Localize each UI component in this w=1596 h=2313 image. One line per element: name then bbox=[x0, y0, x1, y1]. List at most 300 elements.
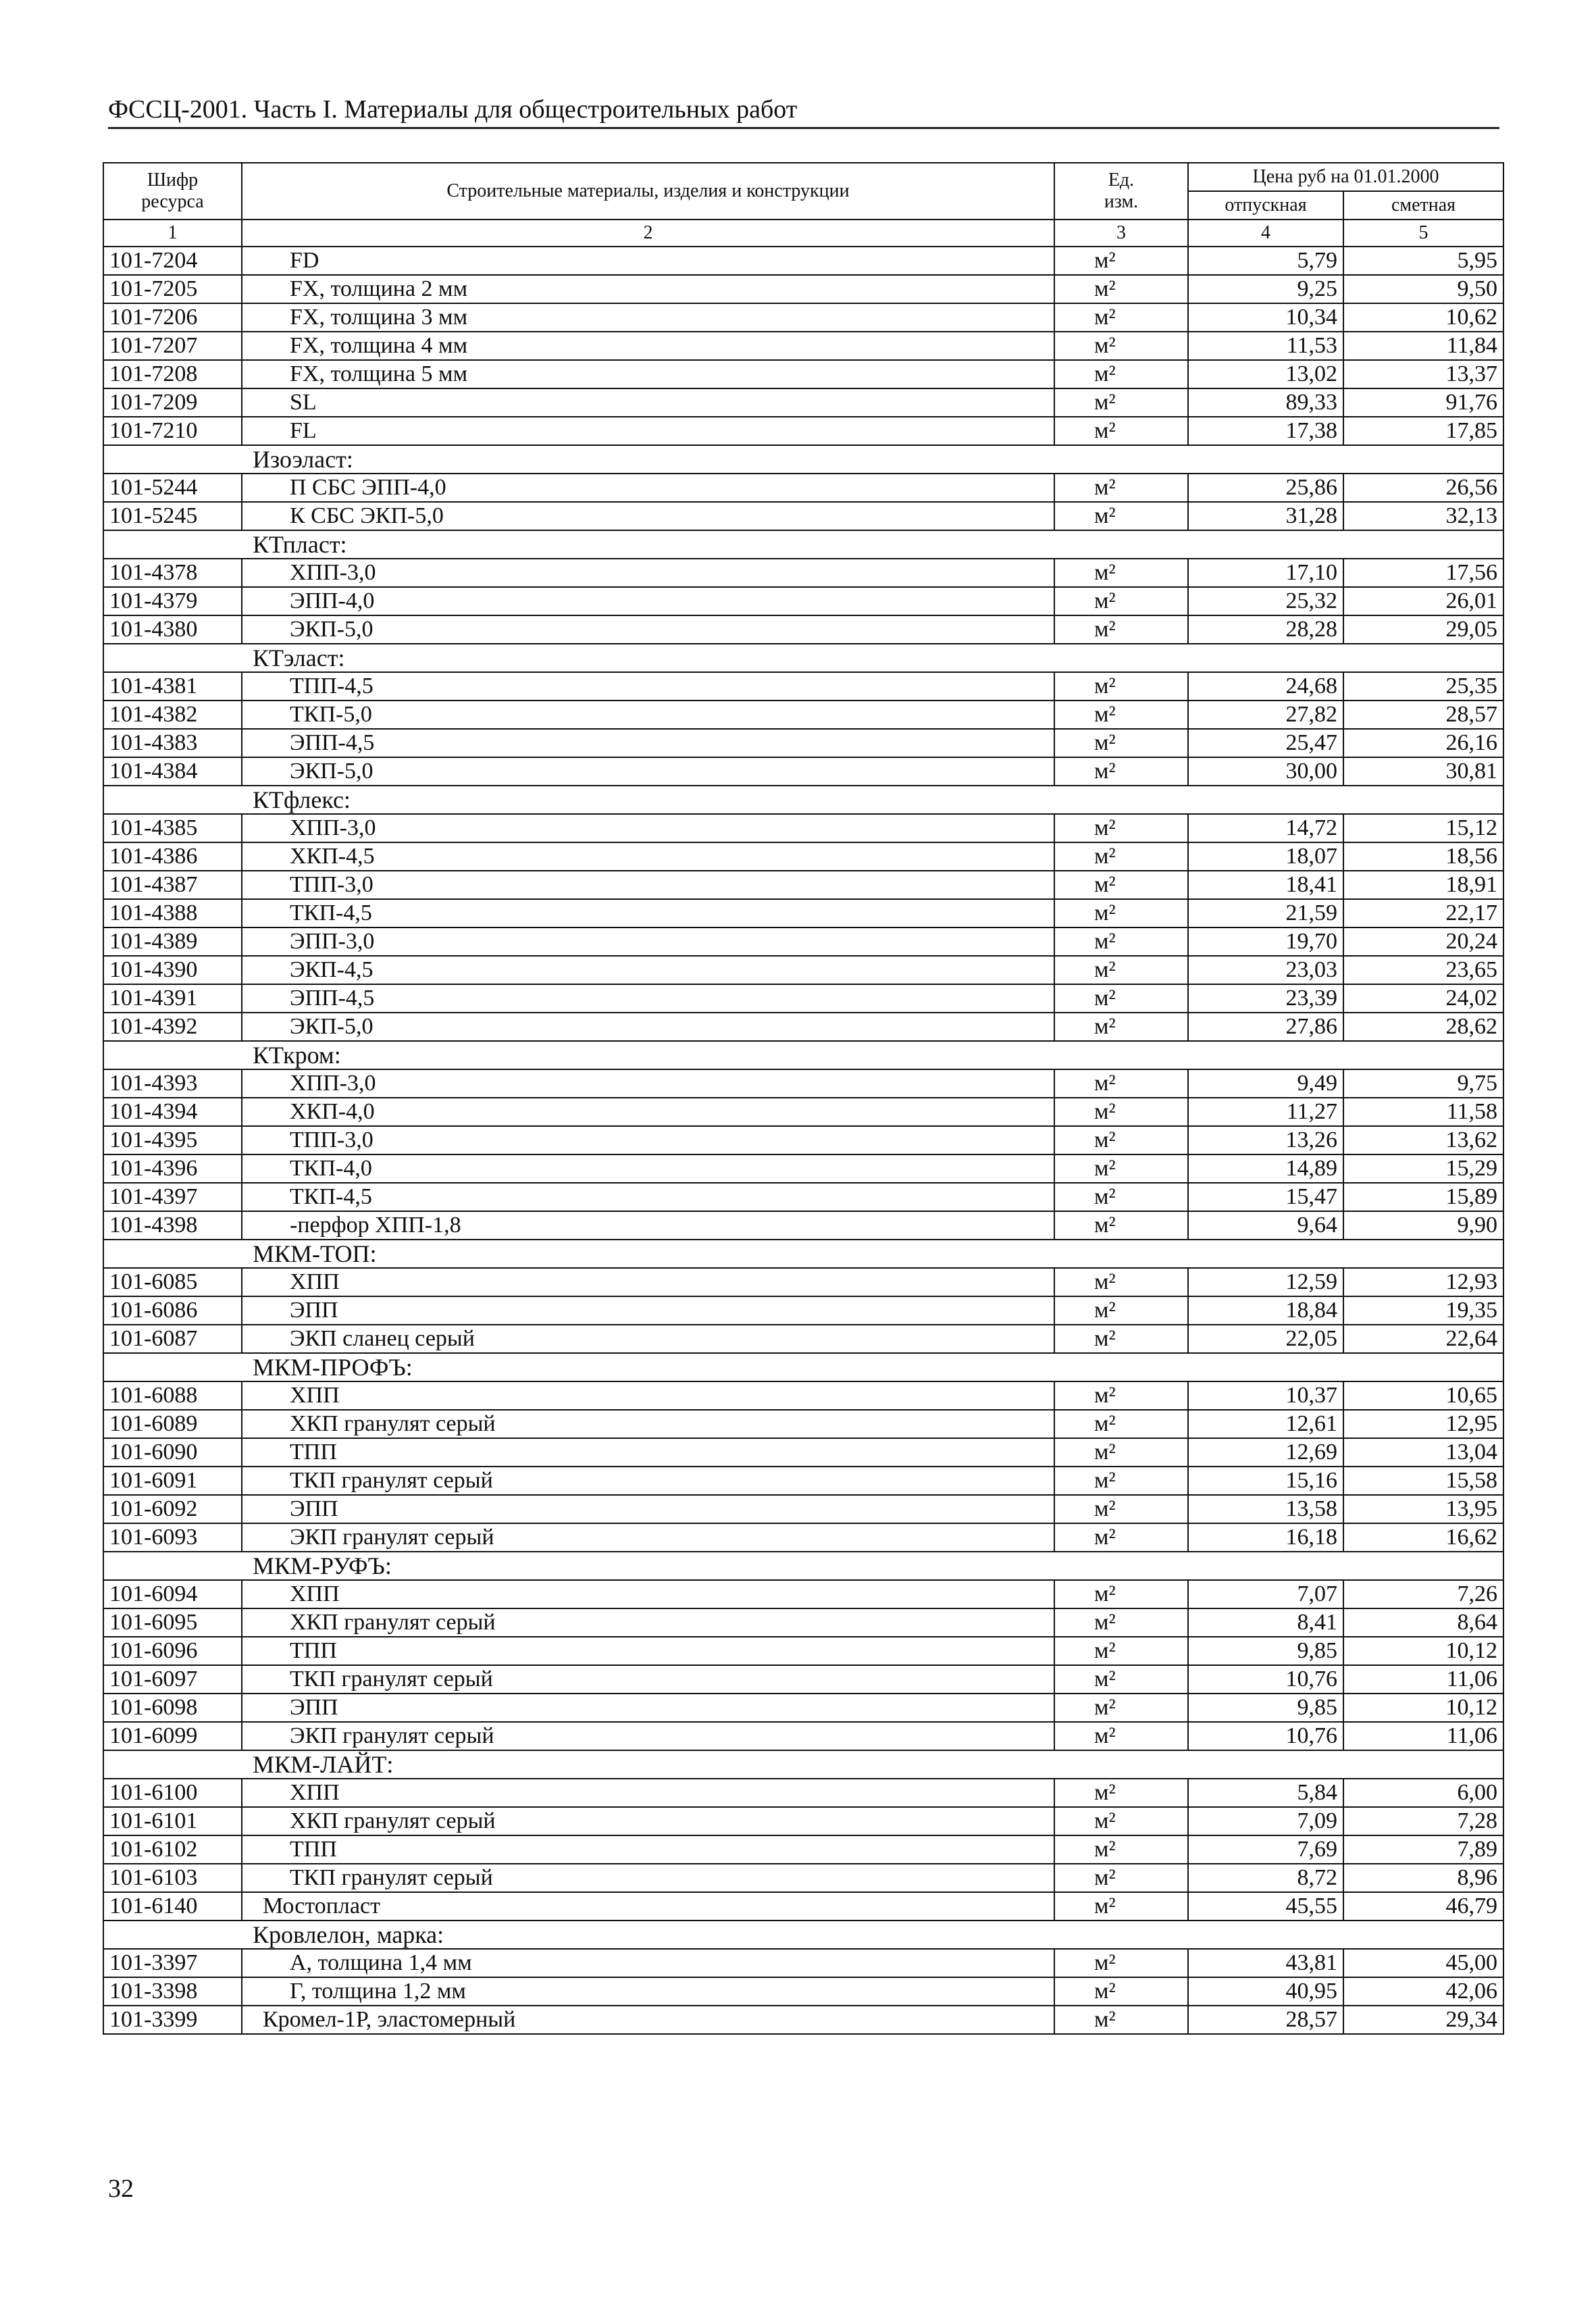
release-price: 5,84 bbox=[1188, 1779, 1343, 1807]
material-name: ТПП bbox=[242, 1835, 1054, 1864]
table-row bbox=[103, 1296, 1503, 1325]
unit: м² bbox=[1054, 1069, 1188, 1098]
table-row bbox=[103, 1892, 1503, 1921]
release-price: 23,39 bbox=[1188, 984, 1343, 1013]
group-title: МКМ-РУФЪ: bbox=[103, 1552, 1503, 1580]
release-price: 12,69 bbox=[1188, 1438, 1343, 1467]
table-body bbox=[103, 247, 1503, 2034]
estimate-price: 11,06 bbox=[1343, 1665, 1503, 1694]
header-release-price: отпускная bbox=[1188, 191, 1343, 220]
resource-code: 101-7209 bbox=[103, 388, 242, 417]
material-name: ЭПП-4,5 bbox=[242, 984, 1054, 1013]
material-name: Мостопласт bbox=[242, 1892, 1054, 1921]
table-row bbox=[103, 1665, 1503, 1694]
release-price: 14,72 bbox=[1188, 814, 1343, 842]
table-row bbox=[103, 984, 1503, 1013]
unit: м² bbox=[1054, 1807, 1188, 1835]
resource-code: 101-6099 bbox=[103, 1722, 242, 1750]
unit: м² bbox=[1054, 1296, 1188, 1325]
page-title: ФССЦ-2001. Часть I. Материалы для общестроительных работ bbox=[108, 95, 798, 124]
unit: м² bbox=[1054, 1665, 1188, 1694]
table-row bbox=[103, 502, 1503, 530]
unit: м² bbox=[1054, 1694, 1188, 1722]
material-name: ЭПП-3,0 bbox=[242, 927, 1054, 956]
unit: м² bbox=[1054, 927, 1188, 956]
release-price: 28,57 bbox=[1188, 2006, 1343, 2034]
table-row bbox=[103, 474, 1503, 502]
unit: м² bbox=[1054, 956, 1188, 984]
header-unit bbox=[1054, 163, 1188, 220]
estimate-price: 91,76 bbox=[1343, 388, 1503, 417]
resource-code: 101-4390 bbox=[103, 956, 242, 984]
resource-code: 101-7207 bbox=[103, 332, 242, 360]
release-price: 24,68 bbox=[1188, 672, 1343, 701]
table-row bbox=[103, 247, 1503, 275]
release-price: 15,16 bbox=[1188, 1467, 1343, 1495]
resource-code: 101-3399 bbox=[103, 2006, 242, 2034]
group-title: КТфлекс: bbox=[103, 786, 1503, 814]
material-name: А, толщина 1,4 мм bbox=[242, 1949, 1054, 1977]
estimate-price: 12,95 bbox=[1343, 1410, 1503, 1438]
table-row bbox=[103, 615, 1503, 644]
header-code-line2: ресурса bbox=[141, 191, 204, 212]
resource-code: 101-4389 bbox=[103, 927, 242, 956]
estimate-price: 7,26 bbox=[1343, 1580, 1503, 1608]
table-row bbox=[103, 1864, 1503, 1892]
release-price: 19,70 bbox=[1188, 927, 1343, 956]
release-price: 31,28 bbox=[1188, 502, 1343, 530]
group-title: МКМ-ТОП: bbox=[103, 1240, 1503, 1268]
material-name: П СБС ЭПП-4,0 bbox=[242, 474, 1054, 502]
estimate-price: 6,00 bbox=[1343, 1779, 1503, 1807]
table-row bbox=[103, 1835, 1503, 1864]
table-row bbox=[103, 388, 1503, 417]
table-row bbox=[103, 1154, 1503, 1183]
resource-code: 101-4396 bbox=[103, 1154, 242, 1183]
table-row bbox=[103, 303, 1503, 332]
unit: м² bbox=[1054, 899, 1188, 927]
column-number: 3 bbox=[1054, 220, 1188, 247]
material-name: ЭКП-4,5 bbox=[242, 956, 1054, 984]
material-name: ТПП bbox=[242, 1438, 1054, 1467]
unit: м² bbox=[1054, 842, 1188, 871]
estimate-price: 17,85 bbox=[1343, 417, 1503, 445]
table-row bbox=[103, 1381, 1503, 1410]
release-price: 7,69 bbox=[1188, 1835, 1343, 1864]
estimate-price: 46,79 bbox=[1343, 1892, 1503, 1921]
unit: м² bbox=[1054, 1608, 1188, 1637]
resource-code: 101-7206 bbox=[103, 303, 242, 332]
resource-code: 101-6085 bbox=[103, 1268, 242, 1296]
material-name: Г, толщина 1,2 мм bbox=[242, 1977, 1054, 2006]
resource-code: 101-4392 bbox=[103, 1013, 242, 1041]
material-name: ХКП-4,0 bbox=[242, 1098, 1054, 1126]
table-row bbox=[103, 1495, 1503, 1523]
estimate-price: 8,96 bbox=[1343, 1864, 1503, 1892]
unit: м² bbox=[1054, 871, 1188, 899]
unit: м² bbox=[1054, 303, 1188, 332]
resource-code: 101-4388 bbox=[103, 899, 242, 927]
release-price: 18,41 bbox=[1188, 871, 1343, 899]
unit: м² bbox=[1054, 1835, 1188, 1864]
material-name: ХПП bbox=[242, 1268, 1054, 1296]
resource-code: 101-6140 bbox=[103, 1892, 242, 1921]
estimate-price: 42,06 bbox=[1343, 1977, 1503, 2006]
release-price: 18,07 bbox=[1188, 842, 1343, 871]
material-name: FX, толщина 4 мм bbox=[242, 332, 1054, 360]
material-name: ЭКП-5,0 bbox=[242, 757, 1054, 786]
estimate-price: 29,34 bbox=[1343, 2006, 1503, 2034]
table-row bbox=[103, 332, 1503, 360]
material-name: ТКП-4,0 bbox=[242, 1154, 1054, 1183]
material-name: FX, толщина 2 мм bbox=[242, 275, 1054, 303]
resource-code: 101-4385 bbox=[103, 814, 242, 842]
unit: м² bbox=[1054, 474, 1188, 502]
release-price: 17,10 bbox=[1188, 559, 1343, 587]
table-row bbox=[103, 729, 1503, 757]
resource-code: 101-6102 bbox=[103, 1835, 242, 1864]
header-code-line1: Шифр bbox=[147, 170, 199, 190]
estimate-price: 9,75 bbox=[1343, 1069, 1503, 1098]
release-price: 10,34 bbox=[1188, 303, 1343, 332]
table-row bbox=[103, 1183, 1503, 1211]
unit: м² bbox=[1054, 672, 1188, 701]
material-name: ХПП-3,0 bbox=[242, 559, 1054, 587]
estimate-price: 24,02 bbox=[1343, 984, 1503, 1013]
header-estimate-price: сметная bbox=[1343, 191, 1503, 220]
unit: м² bbox=[1054, 1779, 1188, 1807]
resource-code: 101-3397 bbox=[103, 1949, 242, 1977]
table-row bbox=[103, 2006, 1503, 2034]
unit: м² bbox=[1054, 1381, 1188, 1410]
unit: м² bbox=[1054, 1013, 1188, 1041]
release-price: 12,59 bbox=[1188, 1268, 1343, 1296]
unit: м² bbox=[1054, 1495, 1188, 1523]
column-number: 2 bbox=[242, 220, 1054, 247]
unit: м² bbox=[1054, 1467, 1188, 1495]
material-name: ХКП-4,5 bbox=[242, 842, 1054, 871]
resource-code: 101-6087 bbox=[103, 1325, 242, 1353]
table-row bbox=[103, 1325, 1503, 1353]
unit: м² bbox=[1054, 360, 1188, 388]
table-row bbox=[103, 360, 1503, 388]
estimate-price: 12,93 bbox=[1343, 1268, 1503, 1296]
material-name: ХКП гранулят серый bbox=[242, 1608, 1054, 1637]
resource-code: 101-7210 bbox=[103, 417, 242, 445]
estimate-price: 10,12 bbox=[1343, 1694, 1503, 1722]
resource-code: 101-4382 bbox=[103, 701, 242, 729]
price-table bbox=[103, 162, 1504, 2035]
release-price: 7,09 bbox=[1188, 1807, 1343, 1835]
resource-code: 101-6093 bbox=[103, 1523, 242, 1552]
material-name: Кромел-1Р, эластомерный bbox=[242, 2006, 1054, 2034]
table-row bbox=[103, 1013, 1503, 1041]
material-name: К СБС ЭКП-5,0 bbox=[242, 502, 1054, 530]
release-price: 28,28 bbox=[1188, 615, 1343, 644]
unit: м² bbox=[1054, 1183, 1188, 1211]
estimate-price: 23,65 bbox=[1343, 956, 1503, 984]
estimate-price: 20,24 bbox=[1343, 927, 1503, 956]
material-name: -перфор ХПП-1,8 bbox=[242, 1211, 1054, 1240]
material-name: ЭКП гранулят серый bbox=[242, 1722, 1054, 1750]
estimate-price: 15,29 bbox=[1343, 1154, 1503, 1183]
table-row bbox=[103, 871, 1503, 899]
material-name: ЭПП-4,0 bbox=[242, 587, 1054, 615]
table-row bbox=[103, 1211, 1503, 1240]
unit: м² bbox=[1054, 1722, 1188, 1750]
estimate-price: 28,57 bbox=[1343, 701, 1503, 729]
estimate-price: 28,62 bbox=[1343, 1013, 1503, 1041]
column-number: 5 bbox=[1343, 220, 1503, 247]
material-name: ЭКП-5,0 bbox=[242, 1013, 1054, 1041]
release-price: 9,85 bbox=[1188, 1694, 1343, 1722]
table-row bbox=[103, 1580, 1503, 1608]
table-row bbox=[103, 701, 1503, 729]
material-name: FD bbox=[242, 247, 1054, 275]
group-row bbox=[103, 1552, 1503, 1580]
table-row bbox=[103, 1694, 1503, 1722]
table-row bbox=[103, 1977, 1503, 2006]
release-price: 13,02 bbox=[1188, 360, 1343, 388]
resource-code: 101-4398 bbox=[103, 1211, 242, 1240]
release-price: 21,59 bbox=[1188, 899, 1343, 927]
estimate-price: 10,65 bbox=[1343, 1381, 1503, 1410]
resource-code: 101-4384 bbox=[103, 757, 242, 786]
estimate-price: 17,56 bbox=[1343, 559, 1503, 587]
unit: м² bbox=[1054, 1126, 1188, 1154]
header-code bbox=[103, 163, 242, 220]
unit: м² bbox=[1054, 2006, 1188, 2034]
group-row bbox=[103, 786, 1503, 814]
material-name: ТПП-3,0 bbox=[242, 1126, 1054, 1154]
table-row bbox=[103, 1523, 1503, 1552]
estimate-price: 22,17 bbox=[1343, 899, 1503, 927]
table-row bbox=[103, 1126, 1503, 1154]
material-name: ТКП-4,5 bbox=[242, 899, 1054, 927]
material-name: ХПП bbox=[242, 1580, 1054, 1608]
material-name: ХПП-3,0 bbox=[242, 814, 1054, 842]
table-row bbox=[103, 1949, 1503, 1977]
material-name: ТКП гранулят серый bbox=[242, 1864, 1054, 1892]
estimate-price: 15,12 bbox=[1343, 814, 1503, 842]
estimate-price: 8,64 bbox=[1343, 1608, 1503, 1637]
group-title: Изоэласт: bbox=[103, 445, 1503, 474]
resource-code: 101-5244 bbox=[103, 474, 242, 502]
group-title: КТкром: bbox=[103, 1041, 1503, 1069]
unit: м² bbox=[1054, 275, 1188, 303]
table-row bbox=[103, 1467, 1503, 1495]
table-row bbox=[103, 1637, 1503, 1665]
header-price: Цена руб на 01.01.2000 bbox=[1188, 163, 1503, 191]
resource-code: 101-6086 bbox=[103, 1296, 242, 1325]
table-row bbox=[103, 1608, 1503, 1637]
table-row bbox=[103, 1098, 1503, 1126]
release-price: 9,85 bbox=[1188, 1637, 1343, 1665]
resource-code: 101-6088 bbox=[103, 1381, 242, 1410]
estimate-price: 13,04 bbox=[1343, 1438, 1503, 1467]
resource-code: 101-4383 bbox=[103, 729, 242, 757]
material-name: ТКП-4,5 bbox=[242, 1183, 1054, 1211]
table-header bbox=[103, 163, 1503, 247]
release-price: 8,72 bbox=[1188, 1864, 1343, 1892]
unit: м² bbox=[1054, 701, 1188, 729]
estimate-price: 13,62 bbox=[1343, 1126, 1503, 1154]
release-price: 25,47 bbox=[1188, 729, 1343, 757]
release-price: 11,27 bbox=[1188, 1098, 1343, 1126]
release-price: 10,76 bbox=[1188, 1722, 1343, 1750]
resource-code: 101-6103 bbox=[103, 1864, 242, 1892]
unit: м² bbox=[1054, 814, 1188, 842]
price-table-wrapper bbox=[103, 162, 1503, 2035]
unit: м² bbox=[1054, 1949, 1188, 1977]
material-name: ЭКП-5,0 bbox=[242, 615, 1054, 644]
release-price: 25,32 bbox=[1188, 587, 1343, 615]
group-title: КТпласт: bbox=[103, 530, 1503, 559]
estimate-price: 18,91 bbox=[1343, 871, 1503, 899]
unit: м² bbox=[1054, 332, 1188, 360]
header-unit-line1: Ед. bbox=[1108, 170, 1135, 190]
resource-code: 101-4391 bbox=[103, 984, 242, 1013]
resource-code: 101-6090 bbox=[103, 1438, 242, 1467]
resource-code: 101-7208 bbox=[103, 360, 242, 388]
estimate-price: 25,35 bbox=[1343, 672, 1503, 701]
estimate-price: 11,58 bbox=[1343, 1098, 1503, 1126]
unit: м² bbox=[1054, 984, 1188, 1013]
unit: м² bbox=[1054, 1977, 1188, 2006]
table-row bbox=[103, 1268, 1503, 1296]
unit: м² bbox=[1054, 1580, 1188, 1608]
unit: м² bbox=[1054, 729, 1188, 757]
estimate-price: 15,58 bbox=[1343, 1467, 1503, 1495]
estimate-price: 29,05 bbox=[1343, 615, 1503, 644]
release-price: 8,41 bbox=[1188, 1608, 1343, 1637]
estimate-price: 16,62 bbox=[1343, 1523, 1503, 1552]
unit: м² bbox=[1054, 1098, 1188, 1126]
material-name: ЭПП bbox=[242, 1495, 1054, 1523]
resource-code: 101-6097 bbox=[103, 1665, 242, 1694]
material-name: ТКП-5,0 bbox=[242, 701, 1054, 729]
material-name: FX, толщина 3 мм bbox=[242, 303, 1054, 332]
resource-code: 101-4378 bbox=[103, 559, 242, 587]
table-row bbox=[103, 757, 1503, 786]
material-name: FL bbox=[242, 417, 1054, 445]
resource-code: 101-4380 bbox=[103, 615, 242, 644]
release-price: 45,55 bbox=[1188, 1892, 1343, 1921]
resource-code: 101-7205 bbox=[103, 275, 242, 303]
release-price: 12,61 bbox=[1188, 1410, 1343, 1438]
table-row bbox=[103, 814, 1503, 842]
material-name: ХКП гранулят серый bbox=[242, 1807, 1054, 1835]
page-header bbox=[108, 95, 1499, 129]
table-row bbox=[103, 587, 1503, 615]
release-price: 9,25 bbox=[1188, 275, 1343, 303]
header-name: Строительные материалы, изделия и конструкции bbox=[242, 163, 1054, 220]
table-row bbox=[103, 899, 1503, 927]
material-name: ХПП bbox=[242, 1779, 1054, 1807]
material-name: ЭПП bbox=[242, 1694, 1054, 1722]
table-row bbox=[103, 672, 1503, 701]
release-price: 27,86 bbox=[1188, 1013, 1343, 1041]
estimate-price: 15,89 bbox=[1343, 1183, 1503, 1211]
unit: м² bbox=[1054, 757, 1188, 786]
material-name: ТПП bbox=[242, 1637, 1054, 1665]
material-name: ЭПП-4,5 bbox=[242, 729, 1054, 757]
resource-code: 101-4379 bbox=[103, 587, 242, 615]
column-number: 4 bbox=[1188, 220, 1343, 247]
resource-code: 101-7204 bbox=[103, 247, 242, 275]
release-price: 40,95 bbox=[1188, 1977, 1343, 2006]
release-price: 16,18 bbox=[1188, 1523, 1343, 1552]
unit: м² bbox=[1054, 1325, 1188, 1353]
material-name: ХКП гранулят серый bbox=[242, 1410, 1054, 1438]
estimate-price: 9,90 bbox=[1343, 1211, 1503, 1240]
unit: м² bbox=[1054, 1892, 1188, 1921]
material-name: FX, толщина 5 мм bbox=[242, 360, 1054, 388]
release-price: 10,76 bbox=[1188, 1665, 1343, 1694]
column-number: 1 bbox=[103, 220, 242, 247]
release-price: 30,00 bbox=[1188, 757, 1343, 786]
table-row bbox=[103, 1779, 1503, 1807]
release-price: 7,07 bbox=[1188, 1580, 1343, 1608]
estimate-price: 7,89 bbox=[1343, 1835, 1503, 1864]
resource-code: 101-6098 bbox=[103, 1694, 242, 1722]
table-row bbox=[103, 1438, 1503, 1467]
release-price: 13,26 bbox=[1188, 1126, 1343, 1154]
estimate-price: 7,28 bbox=[1343, 1807, 1503, 1835]
release-price: 9,64 bbox=[1188, 1211, 1343, 1240]
resource-code: 101-4394 bbox=[103, 1098, 242, 1126]
resource-code: 101-4397 bbox=[103, 1183, 242, 1211]
material-name: ЭКП гранулят серый bbox=[242, 1523, 1054, 1552]
unit: м² bbox=[1054, 1154, 1188, 1183]
resource-code: 101-4393 bbox=[103, 1069, 242, 1098]
unit: м² bbox=[1054, 502, 1188, 530]
unit: м² bbox=[1054, 559, 1188, 587]
release-price: 25,86 bbox=[1188, 474, 1343, 502]
resource-code: 101-4386 bbox=[103, 842, 242, 871]
release-price: 89,33 bbox=[1188, 388, 1343, 417]
group-title: Кровлелон, марка: bbox=[103, 1921, 1503, 1949]
resource-code: 101-6094 bbox=[103, 1580, 242, 1608]
release-price: 23,03 bbox=[1188, 956, 1343, 984]
resource-code: 101-3398 bbox=[103, 1977, 242, 2006]
resource-code: 101-6095 bbox=[103, 1608, 242, 1637]
group-row bbox=[103, 445, 1503, 474]
group-row bbox=[103, 1240, 1503, 1268]
release-price: 10,37 bbox=[1188, 1381, 1343, 1410]
table-row bbox=[103, 275, 1503, 303]
estimate-price: 11,84 bbox=[1343, 332, 1503, 360]
estimate-price: 30,81 bbox=[1343, 757, 1503, 786]
material-name: ЭПП bbox=[242, 1296, 1054, 1325]
group-row bbox=[103, 530, 1503, 559]
release-price: 14,89 bbox=[1188, 1154, 1343, 1183]
group-title: МКМ-ПРОФЪ: bbox=[103, 1353, 1503, 1381]
estimate-price: 11,06 bbox=[1343, 1722, 1503, 1750]
table-row bbox=[103, 559, 1503, 587]
table-row bbox=[103, 927, 1503, 956]
unit: м² bbox=[1054, 587, 1188, 615]
resource-code: 101-6091 bbox=[103, 1467, 242, 1495]
estimate-price: 26,01 bbox=[1343, 587, 1503, 615]
estimate-price: 26,16 bbox=[1343, 729, 1503, 757]
estimate-price: 45,00 bbox=[1343, 1949, 1503, 1977]
resource-code: 101-6092 bbox=[103, 1495, 242, 1523]
estimate-price: 26,56 bbox=[1343, 474, 1503, 502]
group-title: КТэласт: bbox=[103, 644, 1503, 672]
unit: м² bbox=[1054, 388, 1188, 417]
resource-code: 101-6101 bbox=[103, 1807, 242, 1835]
